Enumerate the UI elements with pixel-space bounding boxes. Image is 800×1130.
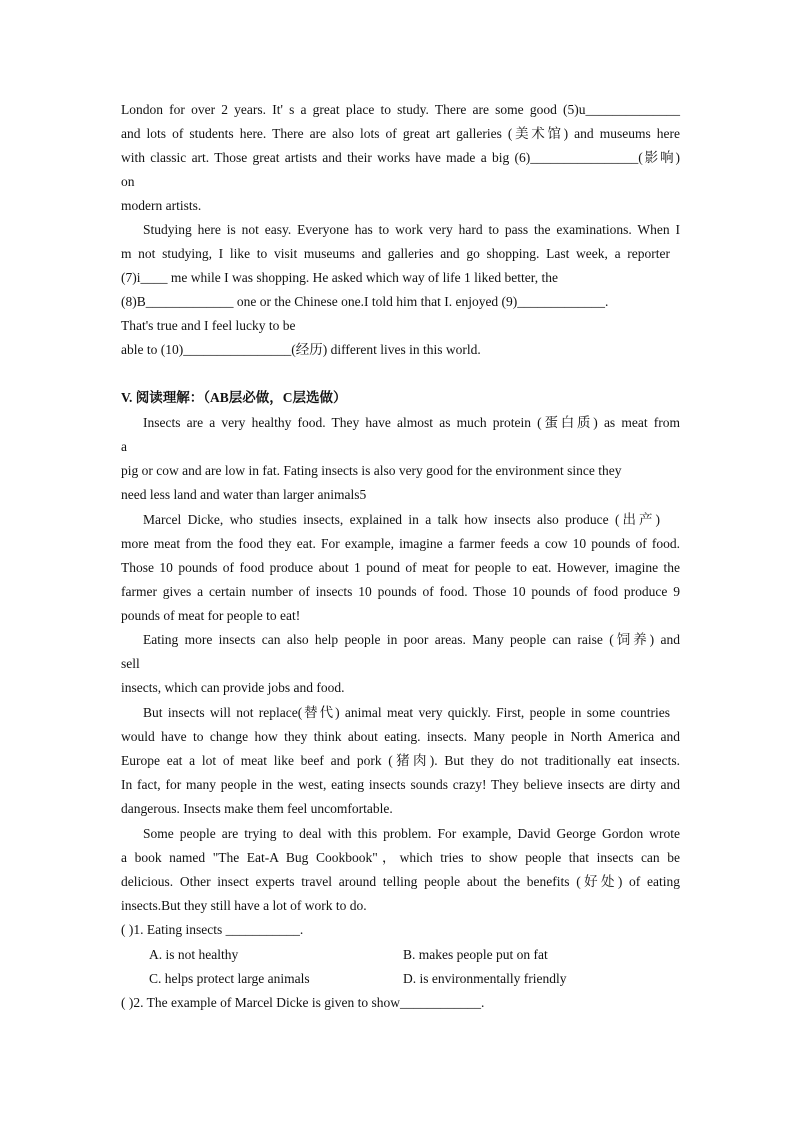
passage2-line: Those 10 pounds of food produce about 1 pound of meat for people to eat. However, imagine the [121, 560, 680, 575]
passage1-line: modern artists. [121, 198, 202, 213]
passage2-line: insects.But they still have a lot of work to do. [121, 898, 367, 913]
passage2-line: delicious. Other insect experts travel around telling people about the benefits (好处) of eating [121, 874, 680, 889]
passage1-line: able to (10)________________(经历) different lives in this world. [121, 342, 481, 357]
passage1-line: (8)B_____________ one or the Chinese one.I told him that I. enjoyed (9)_____________. [121, 294, 609, 309]
passage1-line: That's true and I feel lucky to be [121, 318, 296, 333]
passage2-line: would have to change how they think about eating. insects. Many people in North America and [121, 729, 680, 744]
question-1-option-c[interactable]: C. helps protect large animals [149, 971, 310, 986]
passage2-line: dangerous. Insects make them feel uncomfortable. [121, 801, 393, 816]
question-2-stem: ( )2. The example of Marcel Dicke is given to show____________. [121, 995, 485, 1010]
question-1-option-d[interactable]: D. is environmentally friendly [403, 971, 567, 986]
passage2-line: But insects will not replace(替代) animal meat very quickly. First, people in some countries [143, 705, 670, 720]
passage2-line: Marcel Dicke, who studies insects, explained in a talk how insects also produce (出产) [143, 512, 660, 527]
passage2-line: a book named "The Eat-A Bug Cookbook"，which tries to show people that insects can be [121, 850, 680, 865]
passage2-line: a [121, 439, 127, 454]
passage1-line: on [121, 174, 135, 189]
section-heading: V. 阅读理解：（AB层必做，C层选做） [121, 390, 347, 405]
passage2-line: Insects are a very healthy food. They have almost as much protein (蛋白质) as meat from [143, 415, 680, 430]
passage2-line: Some people are trying to deal with this problem. For example, David George Gordon wrote [143, 826, 680, 841]
passage2-line: pounds of meat for people to eat! [121, 608, 301, 623]
passage2-line: need less land and water than larger animals5 [121, 487, 367, 502]
question-1-option-b[interactable]: B. makes people put on fat [403, 947, 548, 962]
passage1-line: with classic art. Those great artists and their works have made a big (6)________________(影响) [121, 150, 680, 165]
passage2-line: In fact, for many people in the west, eating insects sounds crazy! They believe insects are dirty and [121, 777, 680, 792]
passage1-line: m not studying, I like to visit museums and galleries and go shopping. Last week, a reporter [121, 246, 670, 261]
passage1-line: and lots of students here. There are also lots of great art galleries (美术馆) and museums here [121, 126, 680, 141]
passage2-line: sell [121, 656, 140, 671]
passage2-line: farmer gives a certain number of insects 10 pounds of food. Those 10 pounds of food produce 9 [121, 584, 680, 599]
passage2-line: more meat from the food they eat. For example, imagine a farmer feeds a cow 10 pounds of food. [121, 536, 680, 551]
question-1-stem: ( )1. Eating insects ___________. [121, 922, 304, 937]
passage2-line: pig or cow and are low in fat. Fating insects is also very good for the environment since they [121, 463, 622, 478]
passage2-line: insects, which can provide jobs and food. [121, 680, 345, 695]
passage1-line: Studying here is not easy. Everyone has to work very hard to pass the examinations. When I [143, 222, 680, 237]
passage2-line: Eating more insects can also help people in poor areas. Many people can raise (饲养) and [143, 632, 680, 647]
passage2-line: Europe eat a lot of meat like beef and pork (猪肉). But they do not traditionally eat insects. [121, 753, 680, 768]
passage1-line: London for over 2 years. It' s a great place to study. There are some good (5)u______________ [121, 102, 680, 117]
question-1-option-a[interactable]: A. is not healthy [149, 947, 239, 962]
passage1-line: (7)i____ me while I was shopping. He asked which way of life 1 liked better, the [121, 270, 558, 285]
